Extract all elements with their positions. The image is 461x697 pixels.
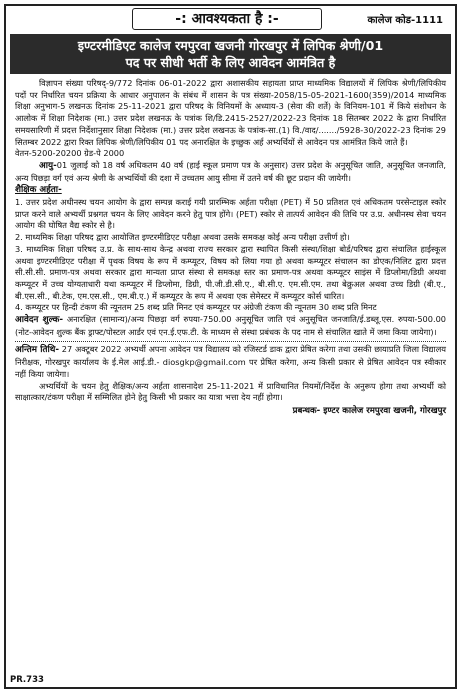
age-paragraph	[15, 160, 446, 184]
qualification-4: 4. कम्प्यूटर पर हिन्दी टंकण की न्यूनतम 25 शब्द प्रति मिनट एवं कम्प्यूटर पर अंग्रेजी टंकण की न्यूनतम 30 शब्द प्रति मिनट	[15, 302, 377, 313]
last-date-label: अन्तिम तिथि-	[15, 345, 60, 356]
headline-banner	[10, 34, 451, 74]
fee-label: आवेदन शुल्क-	[15, 315, 64, 326]
headline-line-1: इण्टरमीडिएट कालेज रमपुरवा खजनी गोरखपुर में लिपिक श्रेणी/01	[77, 38, 384, 53]
notice-title: -: आवश्यकता है :-	[132, 8, 322, 30]
intro-paragraph: विज्ञापन संख्या परिषद्-9/772 दिनांक 06-01-2022 द्वारा अशासकीय सहायता प्राप्त माध्यमिक विद्यालयों में लिपिक श्रेणी/लिपिकीय पदों पर निर्धारित चयन प्रक्रिया के आधार अनुपालन के संबंध में शासन के पत्र संख्या-2058/15-05-2021-1600(359)/2014 माध्यमिक शिक्षा अनुभाग-5 लखनऊ दिनांक 25-11-2021 द्वारा परिषद के विनियमों के अध्याय-3 (सेवा की शर्ते) के विनियम-101 में किये संशोधन के आलोक में शिक्षा निदेशक (मा.) उत्तर प्रदेश लखनऊ के पत्रांक शि/डि.2415-2527/2022-23 दिनांक 18 सितम्बर 2022 के द्वारा निर्धारित समयसारिणी में प्रदत्त निर्देशानुसार शिक्षा निदेशक (मा.) उत्तर प्रदेश लखनऊ के पत्रांक-सा.(1) वि./वाद/......./5928-30/2022-23 दिनांक 29 सितम्बर 2022 द्वारा रिक्त लिपिक श्रेणी/लिपिकीय 01 पद अनारक्षित के इच्छुक अर्ह अभ्यर्थियों से आवेदन पत्र आमंत्रित किये जाते हैं।	[15, 78, 446, 147]
qualification-1: 1. उत्तर प्रदेश अधीनस्थ चयन आयोग के द्वारा सम्पन्न कराई गयी प्रारम्भिक अर्हता परीक्षा (PET) में 50 प्रतिशत एवं अधिकतम परसेन्टाइल स्कोर प्राप्त करने वाले अभ्यर्थी प्रश्नगत चयन के लिए आवेदन करने हेतु पात्र होंगे। (PET) स्कोर से तात्पर्य आवेदन की तिथि पर उ.प्र. अधीनस्थ सेवा चयन आयोग की घोषित वैद्य स्कोर से है।	[15, 197, 446, 231]
pay-scale: वेतन-5200-20200 ग्रेड-पे 2000	[15, 148, 125, 159]
divider	[15, 341, 446, 342]
signature-row	[15, 406, 446, 418]
notice-header	[6, 6, 455, 32]
age-label: आयु-	[39, 160, 57, 171]
manager-signature: प्रबन्धक- इण्टर कालेज रमपुरवा खजनी, गोरखपुर	[292, 405, 446, 416]
publication-ref: PR.733	[10, 675, 44, 685]
headline-line-2: पद पर सीधी भर्ती के लिए आवेदन आमंत्रित है	[125, 55, 336, 70]
last-date-paragraph	[15, 344, 446, 380]
qualification-heading: शैक्षिक अर्हता-	[15, 185, 62, 196]
qualification-3: 3. माध्यमिक शिक्षा परिषद उ.प्र. के साथ-साथ केन्द्र अथवा राज्य सरकार द्वारा स्थापित किसी संस्था/शिक्षा बोर्ड/परिषद द्वारा संचालित हाईस्कूल अथवा इण्टरमीडिएट परीक्षा में पृथक विषय के रूप में कम्प्यूटर, विषय को लिया गया हो अथवा कम्प्यूटर संचालन का डोएक/निलिट द्वारा प्रदत्त सी.सी.सी. प्रमाण-पत्र अथवा सरकार द्वारा मान्यता प्राप्त संस्था से समकक्ष स्तर का प्रमाण-पत्र अथवा कम्प्यूटर साइंस में डिप्लोमा/डिग्री अथवा कम्प्यूटर में उच्च योग्यताधारी यथा कम्प्यूटर में डिप्लोमा, डिग्री, पी.जी.डी.सी.ए., बी.सी.ए. एम.सी.एम. तथा बेक्रुअल अथवा उच्च डिग्री (बी.ए., बी.एस.सी., बी.टेक, एम.एस.सी., एम.बी.ए.) में कम्प्यूटर के रूप में अथवा एक सेमेस्टर में कम्प्यूटर कोर्स धारित।	[15, 243, 446, 301]
qualification-2: 2. माध्यमिक शिक्षा परिषद द्वारा आयोजित इण्टरमीडिएट परीक्षा अथवा उसके समकक्ष कोई अन्य परीक्षा उत्तीर्ण हो।	[15, 232, 350, 243]
college-code: कालेज कोड-1111	[367, 15, 443, 26]
closing-paragraph: अभ्यर्थियों के चयन हेतु शैक्षिक/अन्य अर्हता शासनादेश 25-11-2021 में प्राविधानित नियमों/निर्देश के अनुरूप होगा तथा अभ्यर्थी को साक्षात्कार/टंकण परीक्षा में सम्मिलित होने हेतु किसी भी प्रकार का यात्रा भत्ता देय नहीं होगा।	[15, 380, 446, 403]
fee-paragraph	[15, 314, 446, 338]
fee-text: अनारक्षित (सामान्य)/अन्य पिछड़ा वर्ग रुपया-750.00 अनुसूचित जाति एवं अनुसूचित जनजाति/ई.डब्लू.एस. रुपया-500.00 (नोट-आवेदन शुल्क बैंक ड्राफ्ट/पोस्टल आर्डर एवं एन.ई.एफ.टी. के माध्यम से संस्था प्रबंधक के पद नाम से संचालित खाते में जमा किया जायेगा)।	[15, 314, 446, 337]
last-date-text: 27 अक्टूबर 2022 अभ्यर्थी अपना आवेदन पत्र विद्यालय को रजिस्टर्ड डाक द्वारा प्रेषित करेगा तथा उसकी छायाप्रति जिला विद्यालय निरीक्षक, गोरखपुर कार्यालय के ई.मेल आई.डी.- diosgkp@gmail.com पर प्रेषित करेगा, अन्य किसी प्रकार से प्रेषित आवेदन पत्र स्वीकार नहीं किया जायेगा।	[15, 344, 446, 379]
notice-body	[6, 74, 455, 418]
advertisement-notice	[4, 4, 457, 689]
age-text: 01 जुलाई को 18 वर्ष अधिकतम 40 वर्ष (हाई स्कूल प्रमाण पत्र के अनुसार) उत्तर प्रदेश के अनुसूचित जाति, अनुसूचित जनजाति, अन्य पिछड़ा वर्ग एवं अन्य श्रेणी के अभ्यर्थियों की दशा में उच्चतम आयु सीमा में उतने वर्ष की छूट प्रदान की जायेगी।	[15, 159, 446, 183]
